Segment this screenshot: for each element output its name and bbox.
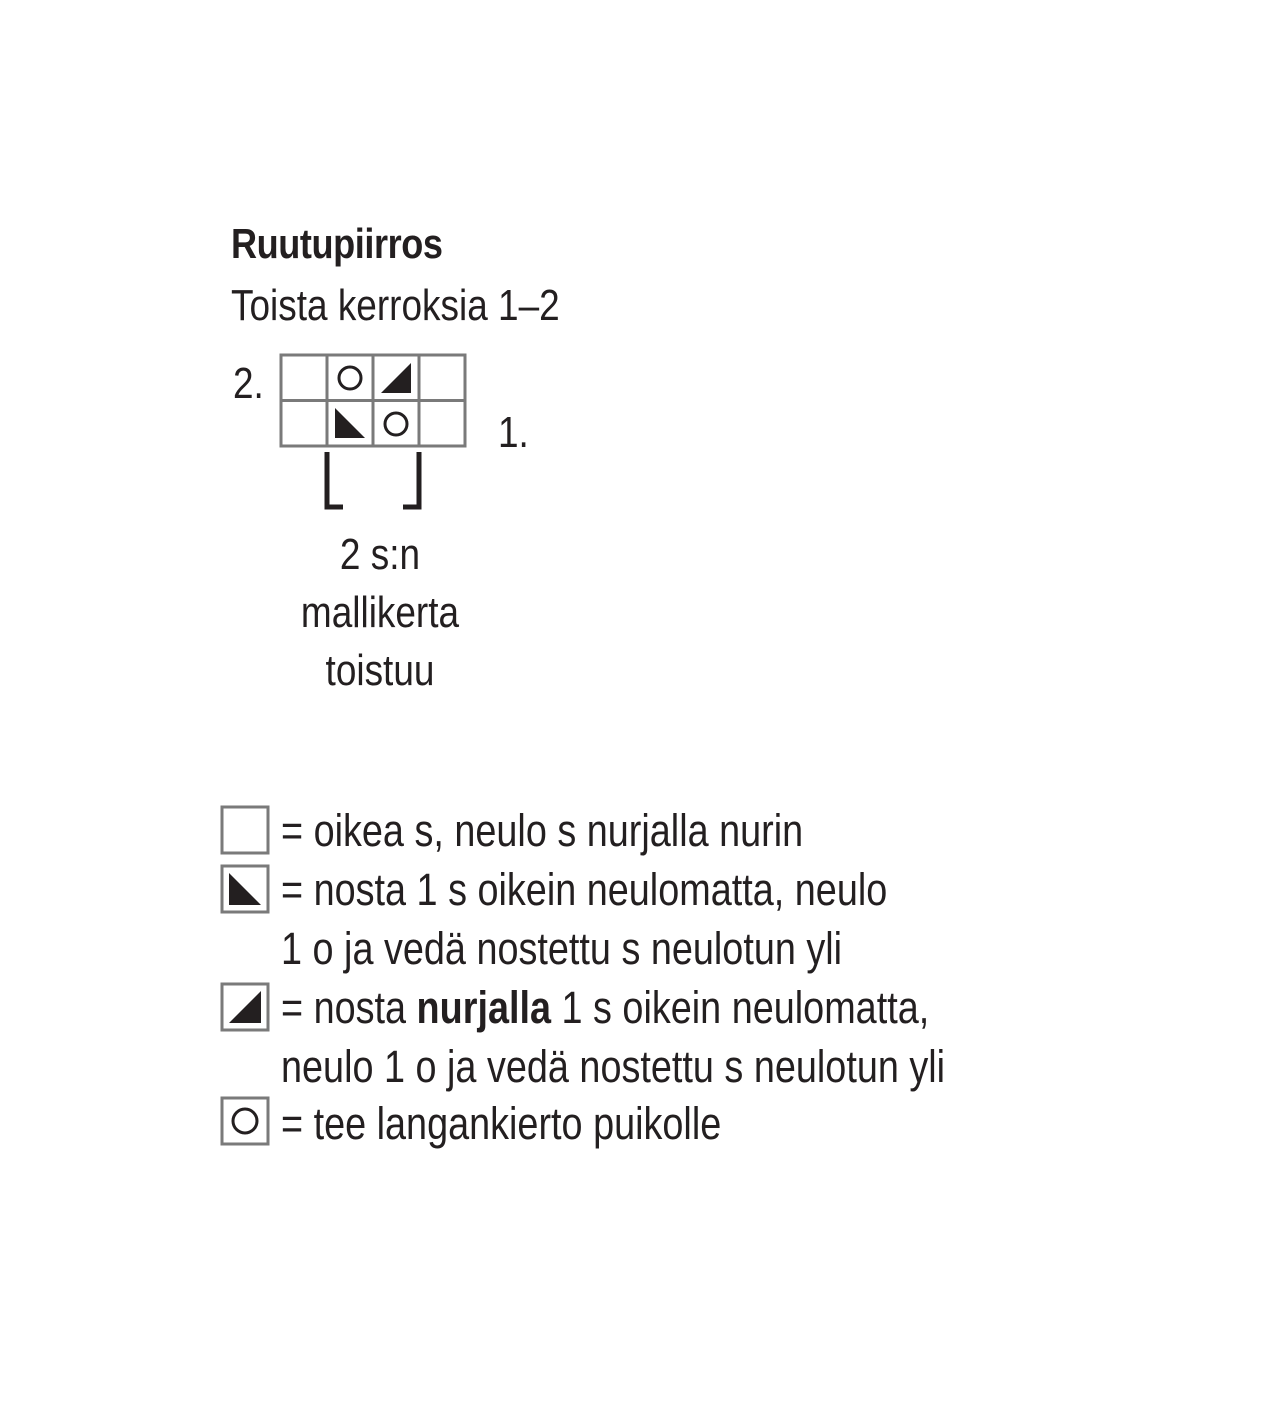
repeat-bracket — [327, 452, 419, 507]
legend-yarn-over-text: = tee langankierto puikolle — [281, 1098, 722, 1149]
legend-empty-text: = oikea s, neulo s nurjalla nurin — [281, 805, 804, 856]
legend-symbol-slip-knit-decrease — [222, 866, 268, 912]
chart-subtitle: Toista kerroksia 1–2 — [231, 281, 560, 330]
yarn-over-icon — [339, 367, 361, 389]
repeat-line-2: mallikerta — [300, 588, 460, 637]
legend-slip-purl-bold: nurjalla — [416, 982, 552, 1033]
legend-slip-purl-pre: = nosta — [281, 982, 417, 1033]
repeat-line-1: 2 s:n — [339, 530, 421, 579]
legend-symbol-empty — [222, 807, 268, 853]
repeat-caption — [230, 526, 530, 700]
yarn-over-icon — [385, 413, 407, 435]
legend-symbol-slip-purl-decrease — [222, 984, 268, 1030]
legend-slip-purl-decrease-text-2: neulo 1 o ja vedä nostettu s neulotun yli — [281, 1041, 946, 1092]
legend-slip-purl-decrease-text-1 — [281, 983, 929, 1033]
slip-knit-decrease-icon — [335, 408, 365, 438]
legend-symbol-yarn-over — [222, 1098, 268, 1144]
legend-slip-knit-decrease-text-1: = nosta 1 s oikein neulomatta, neulo — [281, 864, 888, 915]
row-label-1: 1. — [498, 408, 529, 457]
row-label-2: 2. — [233, 359, 264, 408]
legend-slip-purl-post: 1 s oikein neulomatta, — [551, 982, 930, 1033]
slip-purl-decrease-icon — [381, 363, 411, 393]
repeat-line-3: toistuu — [325, 646, 435, 695]
chart-title: Ruutupiirros — [231, 220, 443, 267]
chart-grid — [281, 355, 465, 446]
legend-slip-knit-decrease-text-2: 1 o ja vedä nostettu s neulotun yli — [281, 923, 843, 974]
